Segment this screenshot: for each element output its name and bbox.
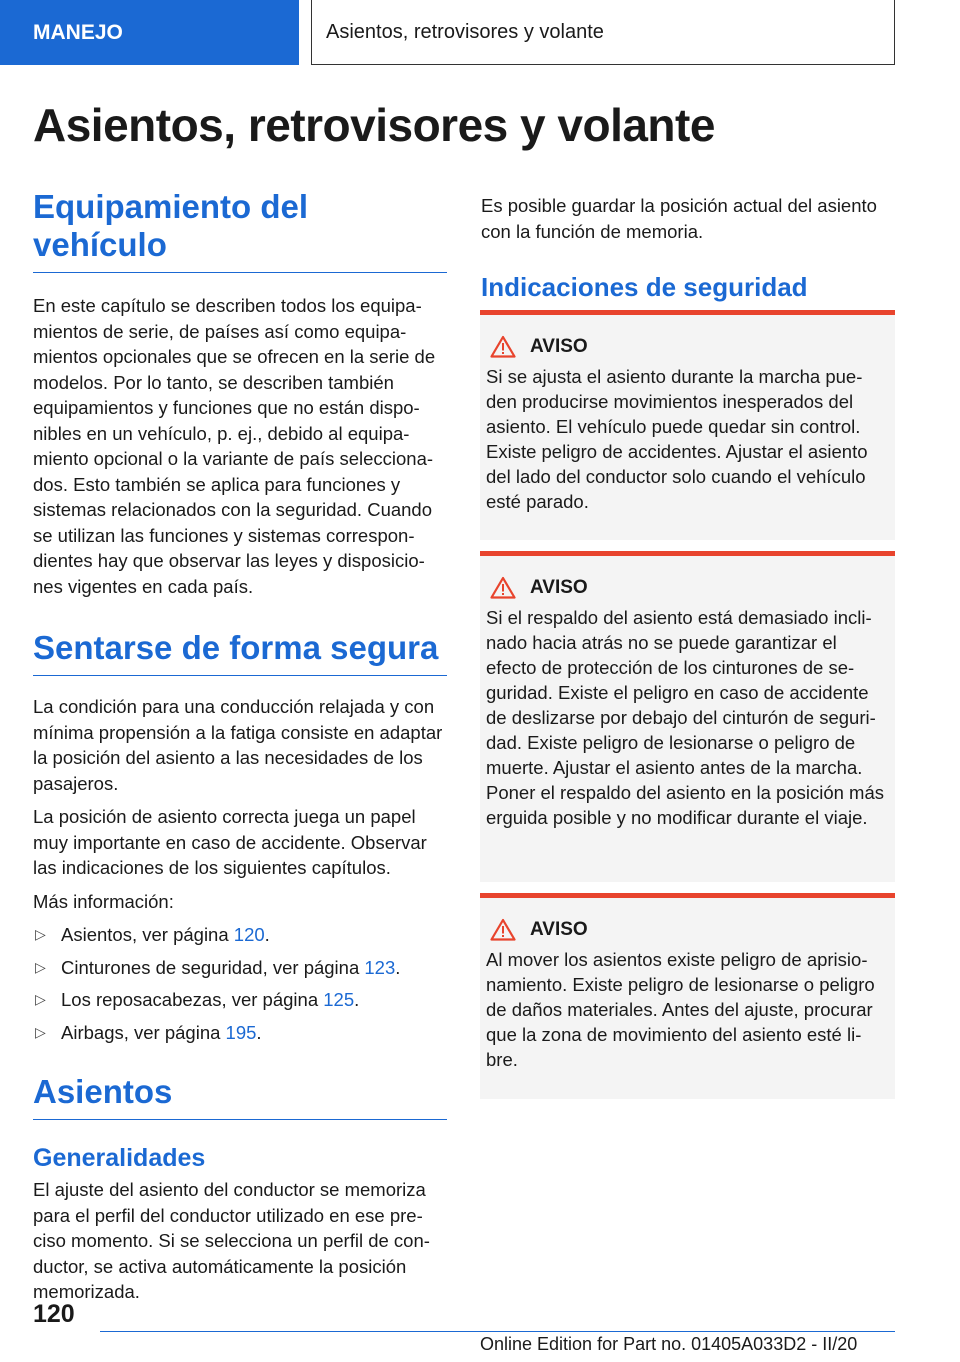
heading-asientos: Asientos (33, 1073, 447, 1120)
warning-text: Al mover los asientos existe peligro de aprisionamiento. Existe peligro de lesionarse o peligro de daños materiales. Antes del ajuste, procurar que la zona de movimiento del asiento esté libre. (486, 949, 875, 1070)
heading-sentarse: Sentarse de forma segura (33, 629, 447, 676)
warning-label: AVISO (530, 918, 588, 940)
generalidades-text: El ajuste del asiento del conductor se memoriza para el perfil del conductor utilizado en ese preciso momento. Si se selecciona un perfil de conductor, se activa automáticamente la posición memorizada. (33, 1179, 430, 1302)
page-link[interactable]: 195 (225, 1021, 257, 1043)
footer-edition: Online Edition for Part no. 01405A033D2 - II/20 (480, 1334, 858, 1354)
triangle-right-icon: ▷ (35, 991, 46, 1007)
link-list (33, 922, 447, 1045)
page-title: Asientos, retrovisores y volante (33, 99, 715, 151)
heading-seguridad: Indicaciones de seguridad (481, 272, 808, 302)
warning-triangle-icon (490, 576, 516, 599)
heading-equipamiento: Equipamiento del vehículo (33, 188, 447, 273)
footer-divider (100, 1331, 895, 1332)
warning-label: AVISO (530, 576, 588, 598)
triangle-right-icon: ▷ (35, 958, 46, 975)
right-column (481, 193, 895, 303)
left-column (33, 188, 447, 1305)
page-link[interactable]: 123 (364, 956, 396, 978)
equipamiento-text: En este capítulo se describen todos los equipamientos de serie, de países así como equipamientos opcionales que se ofrecen en la serie de modelos. Por lo tanto, se describen también equipamientos y funciones que no están disponibles en un vehículo, p. ej., debido al equipamiento opcional o la variante de país seleccionados. Esto también se aplica para funciones y sistemas relacionados con la seguridad. Cuando se utilizan las funciones y sistemas correspondientes hay que observar las leyes y disposiciones vigentes en cada país. (33, 295, 436, 597)
warning-box (480, 893, 895, 1099)
triangle-right-icon: ▷ (35, 926, 46, 942)
warning-text: Si se ajusta el asiento durante la marcha pueden producirse movimientos inesperados del asiento. El vehículo puede quedar sin control. Existe peligro de accidentes. Ajustar el asiento del lado del conductor solo cuando el vehículo esté parado. (486, 366, 868, 512)
sentarse-p2: La posición de asiento correcta juega un papel muy importante en caso de accidente. Observar las indicaciones de los siguientes capítulos. (33, 806, 427, 878)
page-number: 120 (33, 1300, 75, 1328)
warning-box (480, 310, 895, 540)
page-link[interactable]: 120 (233, 924, 265, 945)
triangle-right-icon: ▷ (35, 1023, 46, 1040)
warning-triangle-icon (490, 918, 516, 941)
memoria-text: Es posible guardar la posición actual del asiento con la función de memoria. (481, 195, 877, 242)
mas-informacion: Más información: (33, 890, 174, 912)
list-item: ▷ Airbags, ver página 195. (33, 1020, 447, 1046)
header-section: MANEJO (0, 0, 299, 65)
header-chapter: Asientos, retrovisores y volante (311, 0, 895, 65)
warning-text: Si el respaldo del asiento está demasiado inclinado hacia atrás no se puede garantizar el efecto de protección de los cinturones de seguridad. Existe el peligro en caso de accidente de deslizarse por debajo del cinturón de seguridad. Existe peligro de lesionarse o peligro de muerte. Ajustar el asiento antes de la marcha. Poner el respaldo del asiento en la posición más erguida posible y no modificar durante el viaje. (486, 607, 884, 828)
heading-generalidades: Generalidades (33, 1144, 206, 1172)
list-item: ▷ Asientos, ver página 120. (33, 922, 447, 948)
sentarse-p1: La condición para una conducción relajada y con mínima propensión a la fatiga consiste en adaptar la posición del asiento a las necesidades de los pasajeros. (33, 696, 443, 794)
warning-triangle-icon (490, 335, 516, 358)
list-item: ▷ Cinturones de seguridad, ver página 123. (33, 955, 447, 981)
page-link[interactable]: 125 (323, 989, 355, 1010)
list-item: ▷ Los reposacabezas, ver página 125. (33, 987, 447, 1013)
warning-box (480, 551, 895, 882)
warning-label: AVISO (530, 335, 588, 357)
